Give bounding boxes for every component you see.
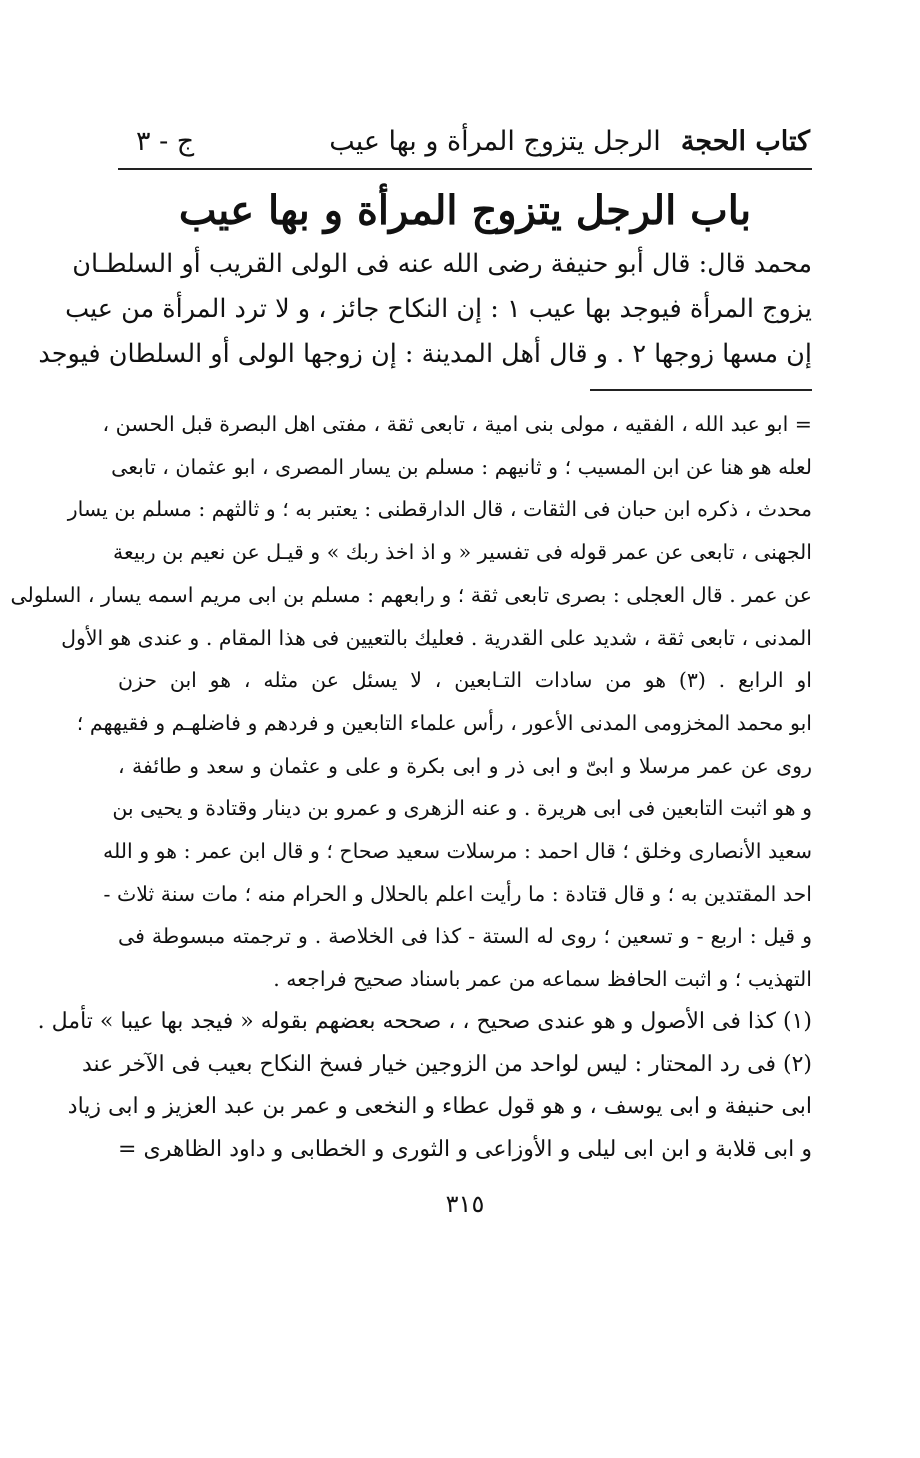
running-head-book-title: كتاب الحجة	[680, 126, 810, 157]
footnote-line: محدث ، ذكره ابن حبان فى الثقات ، قال الدارقطنى : يعتبر به ؛ و ثالثهم : مسلم بن يسار	[67, 497, 812, 522]
running-head-volume: ج - ٣	[136, 126, 195, 157]
footnote-line: روى عن عمر مرسلا و ابىّ و ابى ذر و ابى بكرة و على و عثمان و سعد و طائفة ،	[118, 753, 812, 778]
footnote-line: و هو اثبت التابعين فى ابى هريرة . و عنه الزهرى و عمرو بن دينار وقتادة و يحيى بن	[112, 796, 812, 821]
main-text-line: إن مسها زوجها ٢ . و قال أهل المدينة : إن زوجها الولى أو السلطان فيوجد	[38, 339, 812, 369]
footnote-line: سعيد الأنصارى وخلق ؛ قال احمد : مرسلات سعيد صحاح ؛ و قال ابن عمر : هو و الله	[103, 839, 812, 864]
footnotes	[10, 403, 812, 1172]
main-text-line: يزوج المرأة فيوجد بها عيب ١ : إن النكاح جائز ، و لا ترد المرأة من عيب	[65, 294, 812, 324]
footnote-line: و ابى قلابة و ابن ابى ليلى و الأوزاعى و الثورى و الخطابى و داود الظاهرى =	[118, 1136, 812, 1162]
footnote-line: ابى حنيفة و ابى يوسف ، و هو قول عطاء و النخعى و عمر بن عبد العزيز و ابى زياد	[67, 1094, 812, 1120]
footnote-line: و قيل : اربع - و تسعين ؛ روى له الستة - كذا فى الخلاصة . و ترجمته مبسوطة فى	[118, 924, 812, 949]
footnote-line: لعله هو هنا عن ابن المسيب ؛ و ثانيهم : مسلم بن يسار المصرى ، ابو عثمان ، تابعى	[111, 454, 812, 479]
running-head	[118, 118, 812, 170]
main-text	[38, 242, 812, 377]
footnote-line: احد المقتدين به ؛ و قال قتادة : ما رأيت اعلم بالحلال و الحرام منه ؛ مات سنة ثلاث -	[103, 881, 812, 906]
footnote-line: = ابو عبد الله ، الفقيه ، مولى بنى امية ، تابعى ثقة ، مفتى اهل البصرة قبل الحسن ،	[102, 412, 812, 436]
footnote-1: (١) كذا فى الأصول و هو عندى صحيح ، ، صححه بعضهم بقوله « فيجد بها عيبا » تأمل .	[37, 1008, 812, 1034]
footnote-line: ابو محمد المخزومى المدنى الأعور ، رأس علماء التابعين و فردهم و فاضلهـم و فقيههم ؛	[76, 710, 812, 735]
footnote-separator	[590, 389, 812, 391]
footnote-line: او الرابع . (٣) هو من سادات التـابعين ، لا يسئل عن مثله ، هو ابن حزن	[118, 668, 812, 693]
chapter-title: باب الرجل يتزوج المرأة و بها عيب	[178, 187, 752, 234]
footnote-2: (٢) فى رد المحتار : ليس لواحد من الزوجين خيار فسخ النكاح بعيب فى الآخر عند	[81, 1051, 812, 1077]
page-number: ٣١٥	[445, 1189, 485, 1218]
footnote-line: التهذيب ؛ و اثبت الحافظ سماعه من عمر باسناد صحيح فراجعه .	[273, 967, 812, 992]
book-page	[10, 118, 812, 1218]
footnote-line: عن عمر . قال العجلى : بصرى تابعى ثقة ؛ و رابعهم : مسلم بن ابى مريم اسمه يسار ، السلولى	[10, 582, 812, 607]
main-text-line: محمد قال: قال أبو حنيفة رضى الله عنه فى الولى القريب أو السلطـان	[72, 249, 812, 279]
footnote-line: الجهنى ، تابعى عن عمر قوله فى تفسير « و اذ اخذ ربك » و قيـل عن نعيم بن ربيعة	[112, 540, 812, 565]
running-head-chapter-title: الرجل يتزوج المرأة و بها عيب	[329, 126, 661, 157]
footnote-line: المدنى ، تابعى ثقة ، شديد على القدرية . فعليك بالتعيين فى هذا المقام . و عندى هو الأول	[61, 625, 812, 650]
